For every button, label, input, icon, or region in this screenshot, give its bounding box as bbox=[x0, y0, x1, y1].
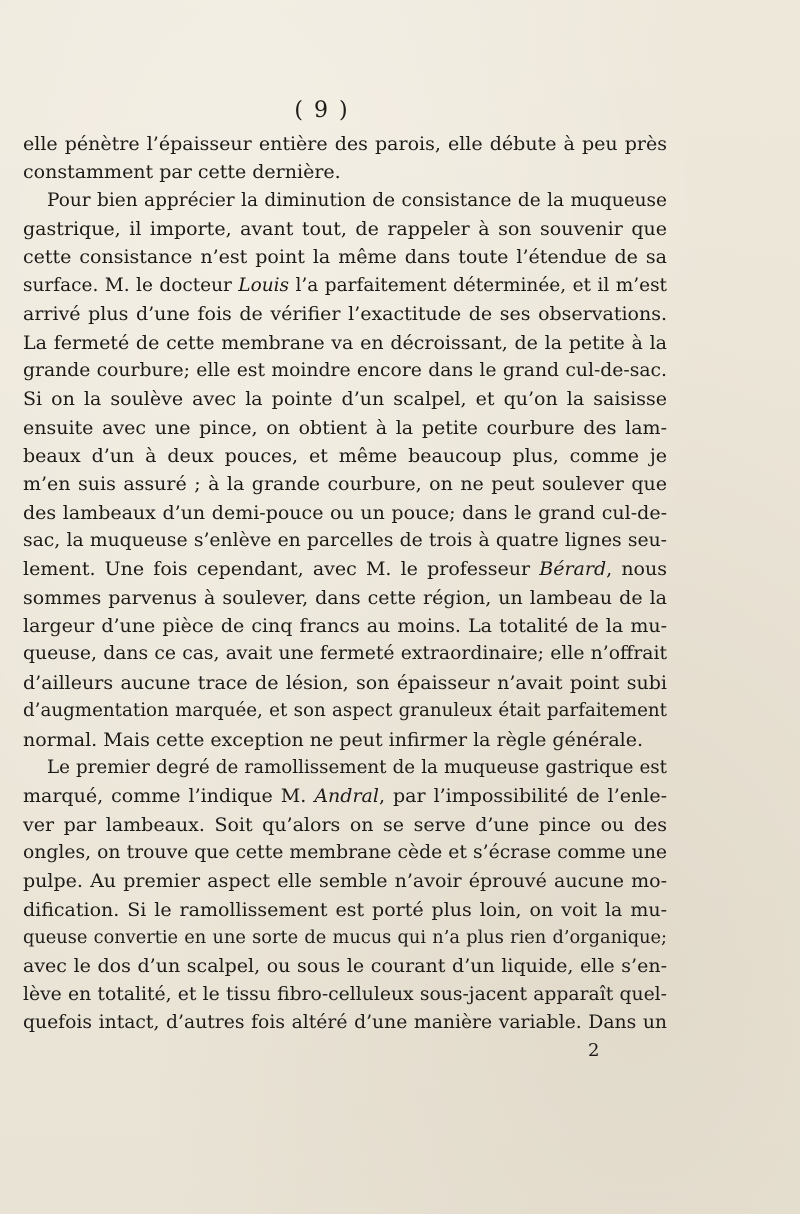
author-name: Louis bbox=[238, 274, 290, 296]
author-name: Bérard bbox=[539, 558, 607, 581]
body-text bbox=[23, 130, 667, 1038]
text-line: gastrique, il importe, avant tout, de rappeler à son souvenir que bbox=[23, 218, 667, 241]
author-name: Andral bbox=[314, 785, 379, 808]
text-line: normal. Mais cette exception ne peut infirmer la règle générale. bbox=[23, 728, 644, 751]
text-line: surface. M. le docteur Louis l’a parfaitement déterminée, et il m’est bbox=[23, 274, 667, 296]
text-line: quefois intact, d’autres fois altéré d’une manière variable. Dans un bbox=[23, 1012, 667, 1034]
text-line: lève en totalité, et le tissu fibro-celluleux sous-jacent apparaît quel- bbox=[23, 983, 667, 1005]
signature-mark: 2 bbox=[588, 1040, 600, 1061]
text-line: beaux d’un à deux pouces, et même beaucoup plus, comme je bbox=[23, 444, 667, 467]
text-line: ongles, on trouve que cette membrane cède et s’écrase comme une bbox=[23, 841, 667, 863]
text-line: arrivé plus d’une fois de vérifier l’exactitude de ses observations. bbox=[23, 303, 667, 326]
text-line: largeur d’une pièce de cinq francs au moins. La totalité de la mu- bbox=[23, 615, 667, 638]
paragraph-first-line: Pour bien apprécier la diminution de consistance de la muqueuse bbox=[47, 189, 667, 211]
page-number: ( 9 ) bbox=[294, 98, 350, 123]
text-line: grande courbure; elle est moindre encore dans le grand cul-de-sac. bbox=[23, 359, 667, 381]
text-line: elle pénètre l’épaisseur entière des parois, elle débute à peu près bbox=[23, 133, 667, 155]
text-line: ensuite avec une pince, on obtient à la petite courbure des lam- bbox=[23, 416, 667, 439]
text-line: marqué, comme l’indique M. Andral, par l’impossibilité de l’enle- bbox=[23, 785, 667, 808]
text-line: lement. Une fois cependant, avec M. le professeur Bérard, nous bbox=[23, 558, 667, 581]
text-line: avec le dos d’un scalpel, ou sous le courant d’un liquide, elle s’en- bbox=[23, 955, 667, 978]
text-line: m’en suis assuré ; à la grande courbure, on ne peut soulever que bbox=[23, 473, 667, 496]
text-line: sommes parvenus à soulever, dans cette région, un lambeau de la bbox=[23, 586, 667, 609]
text-line: d’augmentation marquée, et son aspect granuleux était parfaitement bbox=[23, 700, 667, 722]
text-line: pulpe. Au premier aspect elle semble n’avoir éprouvé aucune mo- bbox=[23, 870, 667, 893]
text-line: queuse convertie en une sorte de mucus qui n’a plus rien d’organique; bbox=[23, 928, 667, 949]
text-line: Si on la soulève avec la pointe d’un scalpel, et qu’on la saisisse bbox=[23, 388, 667, 411]
text-line: d’ailleurs aucune trace de lésion, son épaisseur n’avait point subi bbox=[23, 671, 667, 694]
text-line: dification. Si le ramollissement est porté plus loin, on voit la mu- bbox=[23, 898, 667, 921]
text-line: ver par lambeaux. Soit qu’alors on se serve d’une pince ou des bbox=[23, 813, 667, 836]
text-line: des lambeaux d’un demi-pouce ou un pouce; dans le grand cul-de- bbox=[23, 501, 667, 524]
text-line: sac, la muqueuse s’enlève en parcelles de trois à quatre lignes seu- bbox=[23, 530, 667, 552]
text-line: La fermeté de cette membrane va en décroissant, de la petite à la bbox=[23, 331, 667, 354]
paragraph-first-line: Le premier degré de ramollissement de la muqueuse gastrique est bbox=[47, 756, 667, 778]
text-line: queuse, dans ce cas, avait une fermeté extraordinaire; elle n’offrait bbox=[23, 643, 667, 665]
text-line: cette consistance n’est point la même dans toute l’étendue de sa bbox=[23, 246, 667, 269]
text-line: constamment par cette dernière. bbox=[23, 161, 341, 184]
